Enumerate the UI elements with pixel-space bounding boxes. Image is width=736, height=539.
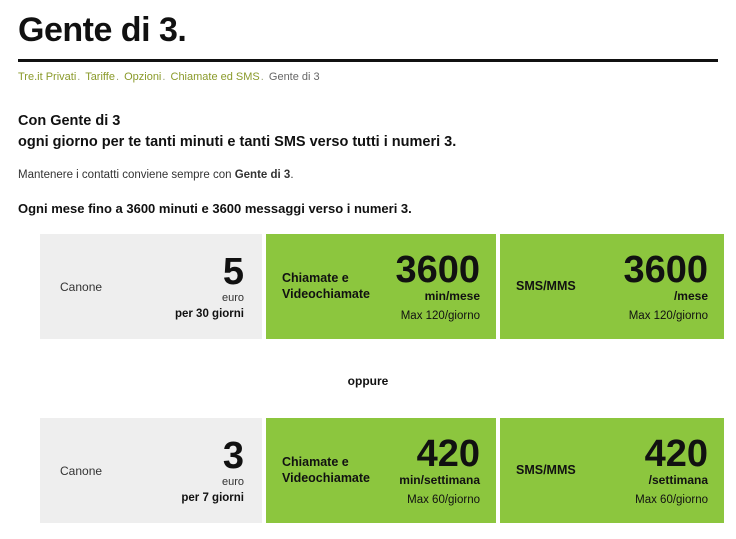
breadcrumb-item-2[interactable]: Tariffe [85,71,115,84]
breadcrumb-separator-2: . [115,71,120,84]
calls-max-monthly: Max 120/giorno [400,309,480,322]
sms-unit-monthly: /mese [673,288,708,303]
offer-block-monthly [18,234,718,339]
canone-unit-weekly: euro [221,475,244,488]
offer-divider-label: oppure [347,374,389,389]
canone-label-weekly: Canone [60,463,103,478]
intro-note-suffix: . [290,169,294,182]
offer-block-weekly [18,418,718,523]
calls-label-line1-weekly: Chiamate e [282,455,349,470]
calls-label-line2-weekly: Videochiamate [282,470,371,485]
calls-card-weekly [266,418,496,523]
canone-unit-monthly: euro [221,291,244,304]
calls-label-line1-monthly: Chiamate e [282,271,349,286]
calls-label-monthly [266,271,370,302]
canone-price-weekly [102,434,262,504]
canone-period-monthly: per 30 giorni [174,307,244,320]
breadcrumb-separator-3: . [162,71,166,84]
calls-value-monthly [370,248,496,322]
sms-card-weekly [500,418,724,523]
intro-section [18,111,718,216]
breadcrumb-separator-1: . [77,71,81,84]
calls-max-weekly: Max 60/giorno [407,493,480,506]
sms-value-weekly [576,432,724,506]
canone-card-weekly [40,418,262,523]
calls-amount-weekly: 420 [416,432,480,475]
calls-label-line2-monthly: Videochiamate [282,286,371,301]
intro-line-1: Con Gente di 3 [18,113,121,130]
calls-card-monthly [266,234,496,339]
breadcrumb-item-3[interactable]: Opzioni [124,71,162,84]
calls-label-weekly [266,455,370,486]
canone-price-monthly [102,250,262,320]
intro-note-prefix: Mantenere i contatti conviene sempre con [18,169,235,182]
breadcrumb-item-current: Gente di 3 [268,71,320,84]
sms-amount-monthly: 3600 [623,248,708,291]
breadcrumb-item-1[interactable]: Tre.it Privati [18,71,77,84]
breadcrumb [18,62,718,85]
intro-highlight: Ogni mese fino a 3600 minuti e 3600 messaggi verso i numeri 3. [18,201,412,217]
calls-value-weekly [370,432,496,506]
sms-max-weekly: Max 60/giorno [635,493,708,506]
breadcrumb-separator-4: . [260,71,264,84]
page-title: Gente di 3. [18,11,187,49]
canone-period-weekly: per 7 giorni [181,491,244,504]
calls-amount-monthly: 3600 [395,248,480,291]
sms-value-monthly [576,248,724,322]
sms-unit-weekly: /settimana [648,472,708,487]
sms-label-weekly: SMS/MMS [516,463,576,478]
breadcrumb-item-4[interactable]: Chiamate ed SMS [170,71,260,84]
sms-max-monthly: Max 120/giorno [628,309,708,322]
canone-amount-monthly: 5 [222,250,244,293]
canone-card-monthly [40,234,262,339]
intro-note [18,169,718,181]
intro-note-bold: Gente di 3 [234,169,291,182]
canone-label-monthly: Canone [60,279,103,294]
sms-amount-weekly: 420 [644,432,708,475]
sms-card-monthly [500,234,724,339]
calls-unit-monthly: min/mese [424,288,480,303]
sms-label-monthly: SMS/MMS [516,279,576,294]
intro-line-2: ogni giorno per te tanti minuti e tanti SMS verso tutti i numeri 3. [18,134,457,151]
calls-unit-weekly: min/settimana [399,472,480,487]
canone-amount-weekly: 3 [222,434,244,477]
